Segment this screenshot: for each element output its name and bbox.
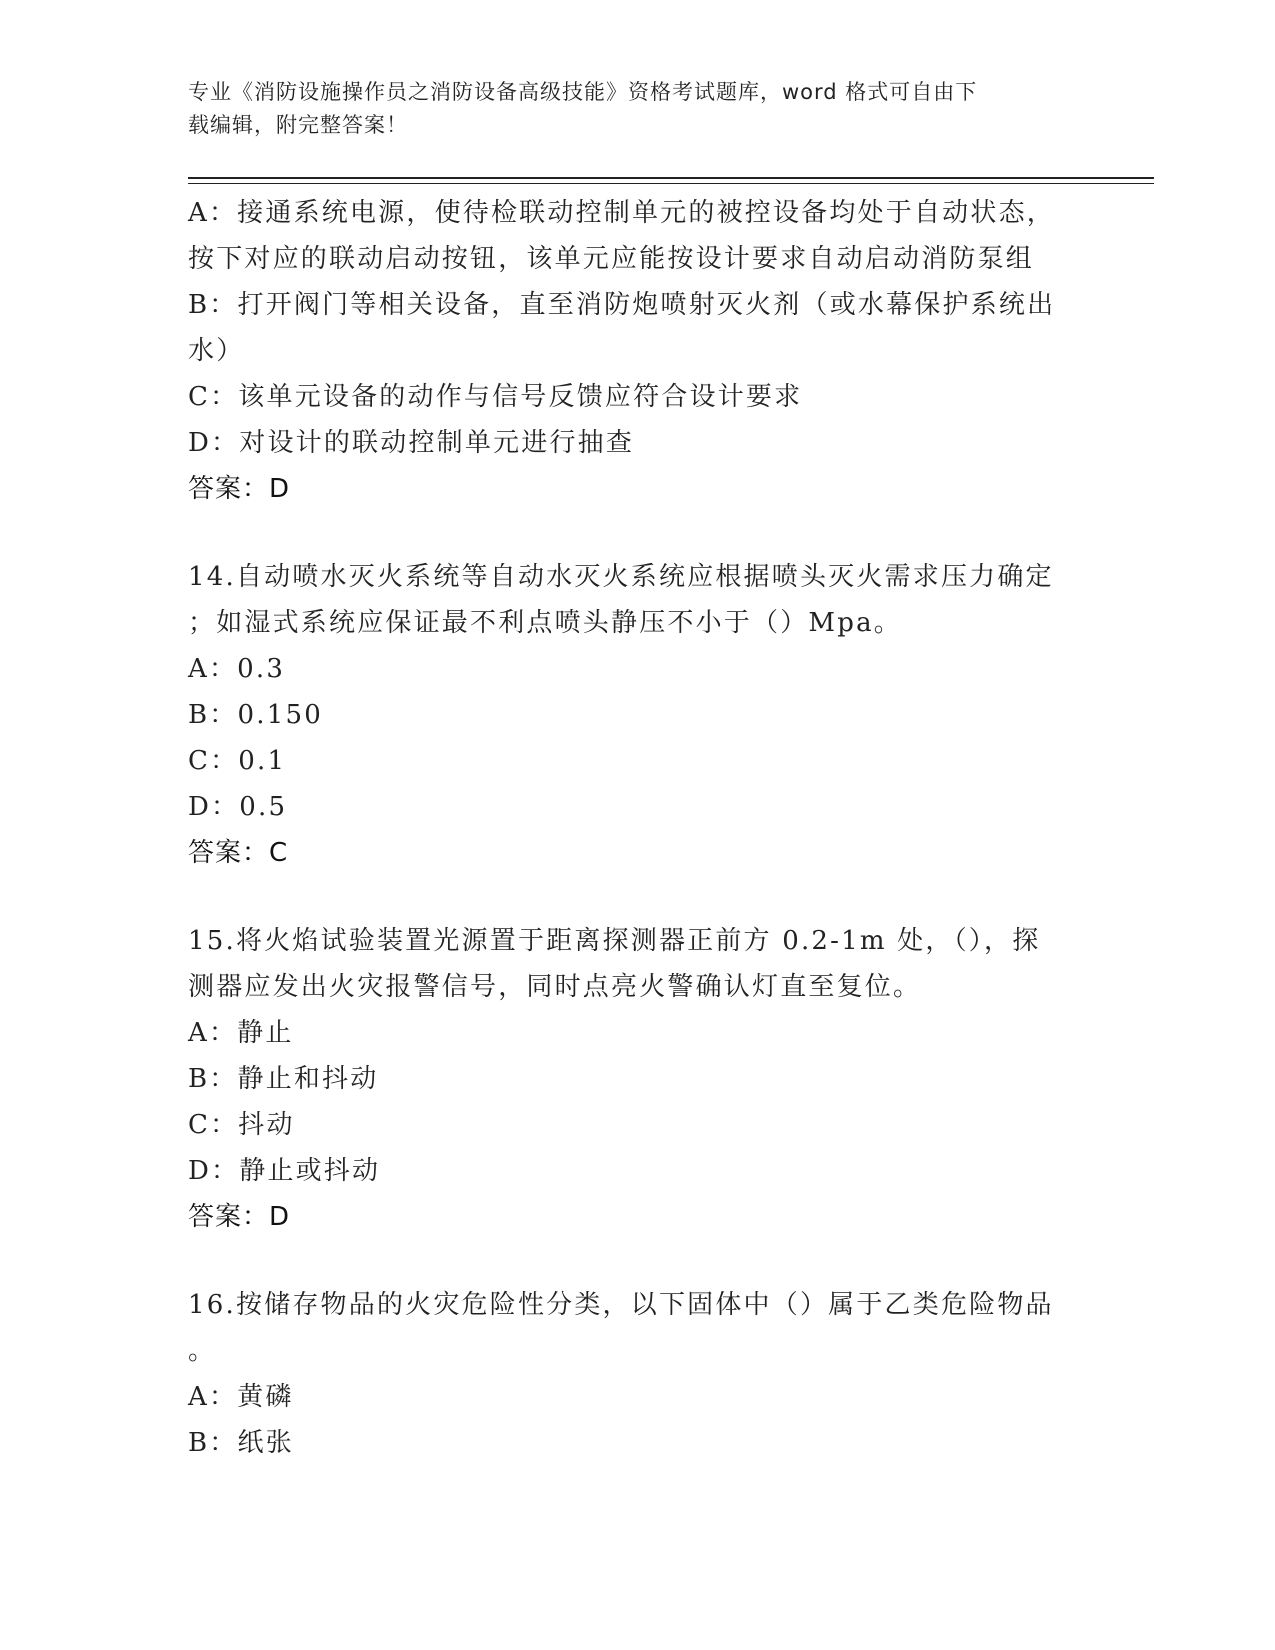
q16-option-b: B：纸张 (188, 1428, 294, 1458)
header-divider-thin (188, 183, 1154, 184)
q16-stem-line-1: 16.按储存物品的火灾危险性分类，以下固体中（）属于乙类危险物品 (188, 1290, 1054, 1320)
question-16-block (188, 1282, 1088, 1466)
question-14-block (188, 554, 1088, 876)
q14-stem-line-2: ；如湿式系统应保证最不利点喷头静压不小于（）Mpa。 (188, 608, 902, 638)
spacer (188, 1240, 1088, 1282)
q13-answer: 答案：D (188, 474, 291, 504)
q14-option-d: D：0.5 (188, 792, 288, 822)
q16-stem-line-2: 。 (188, 1336, 217, 1366)
q15-stem-line-2: 测器应发出火灾报警信号，同时点亮火警确认灯直至复位。 (188, 972, 922, 1002)
header-line-2: 载编辑，附完整答案！ (188, 113, 408, 137)
question-15-block (188, 918, 1088, 1240)
q13-option-a-line-1: A：接通系统电源，使待检联动控制单元的被控设备均处于自动状态， (188, 198, 1055, 228)
header-line-1: 专业《消防设施操作员之消防设备高级技能》资格考试题库，word 格式可自由下 (188, 80, 978, 104)
q15-option-d: D：静止或抖动 (188, 1156, 381, 1186)
q13-option-d: D：对设计的联动控制单元进行抽查 (188, 428, 635, 458)
question-list (188, 190, 1088, 1466)
q13-option-b-line-2: 水） (188, 336, 245, 366)
q15-stem-line-1: 15.将火焰试验装置光源置于距离探测器正前方 0.2-1m 处，（），探 (188, 926, 1041, 956)
q16-option-a: A：黄磷 (188, 1382, 294, 1412)
q13-option-c: C：该单元设备的动作与信号反馈应符合设计要求 (188, 382, 803, 412)
header-divider-thick (188, 177, 1154, 179)
q14-answer: 答案：C (188, 838, 289, 868)
q13-option-a-line-2: 按下对应的联动启动按钮，该单元应能按设计要求自动启动消防泵组 (188, 244, 1035, 274)
q14-option-a: A：0.3 (188, 654, 286, 684)
q15-option-a: A：静止 (188, 1018, 294, 1048)
document-header (188, 76, 1078, 142)
q15-option-b: B：静止和抖动 (188, 1064, 379, 1094)
q13-option-b-line-1: B：打开阀门等相关设备，直至消防炮喷射灭火剂（或水幕保护系统出 (188, 290, 1056, 320)
spacer (188, 876, 1088, 918)
q14-option-b: B：0.150 (188, 700, 323, 730)
question-13-block (188, 190, 1088, 512)
q15-option-c: C：抖动 (188, 1110, 295, 1140)
q14-option-c: C：0.1 (188, 746, 287, 776)
spacer (188, 512, 1088, 554)
q15-answer: 答案：D (188, 1202, 291, 1232)
q14-stem-line-1: 14.自动喷水灭火系统等自动水灭火系统应根据喷头灭火需求压力确定 (188, 562, 1054, 592)
